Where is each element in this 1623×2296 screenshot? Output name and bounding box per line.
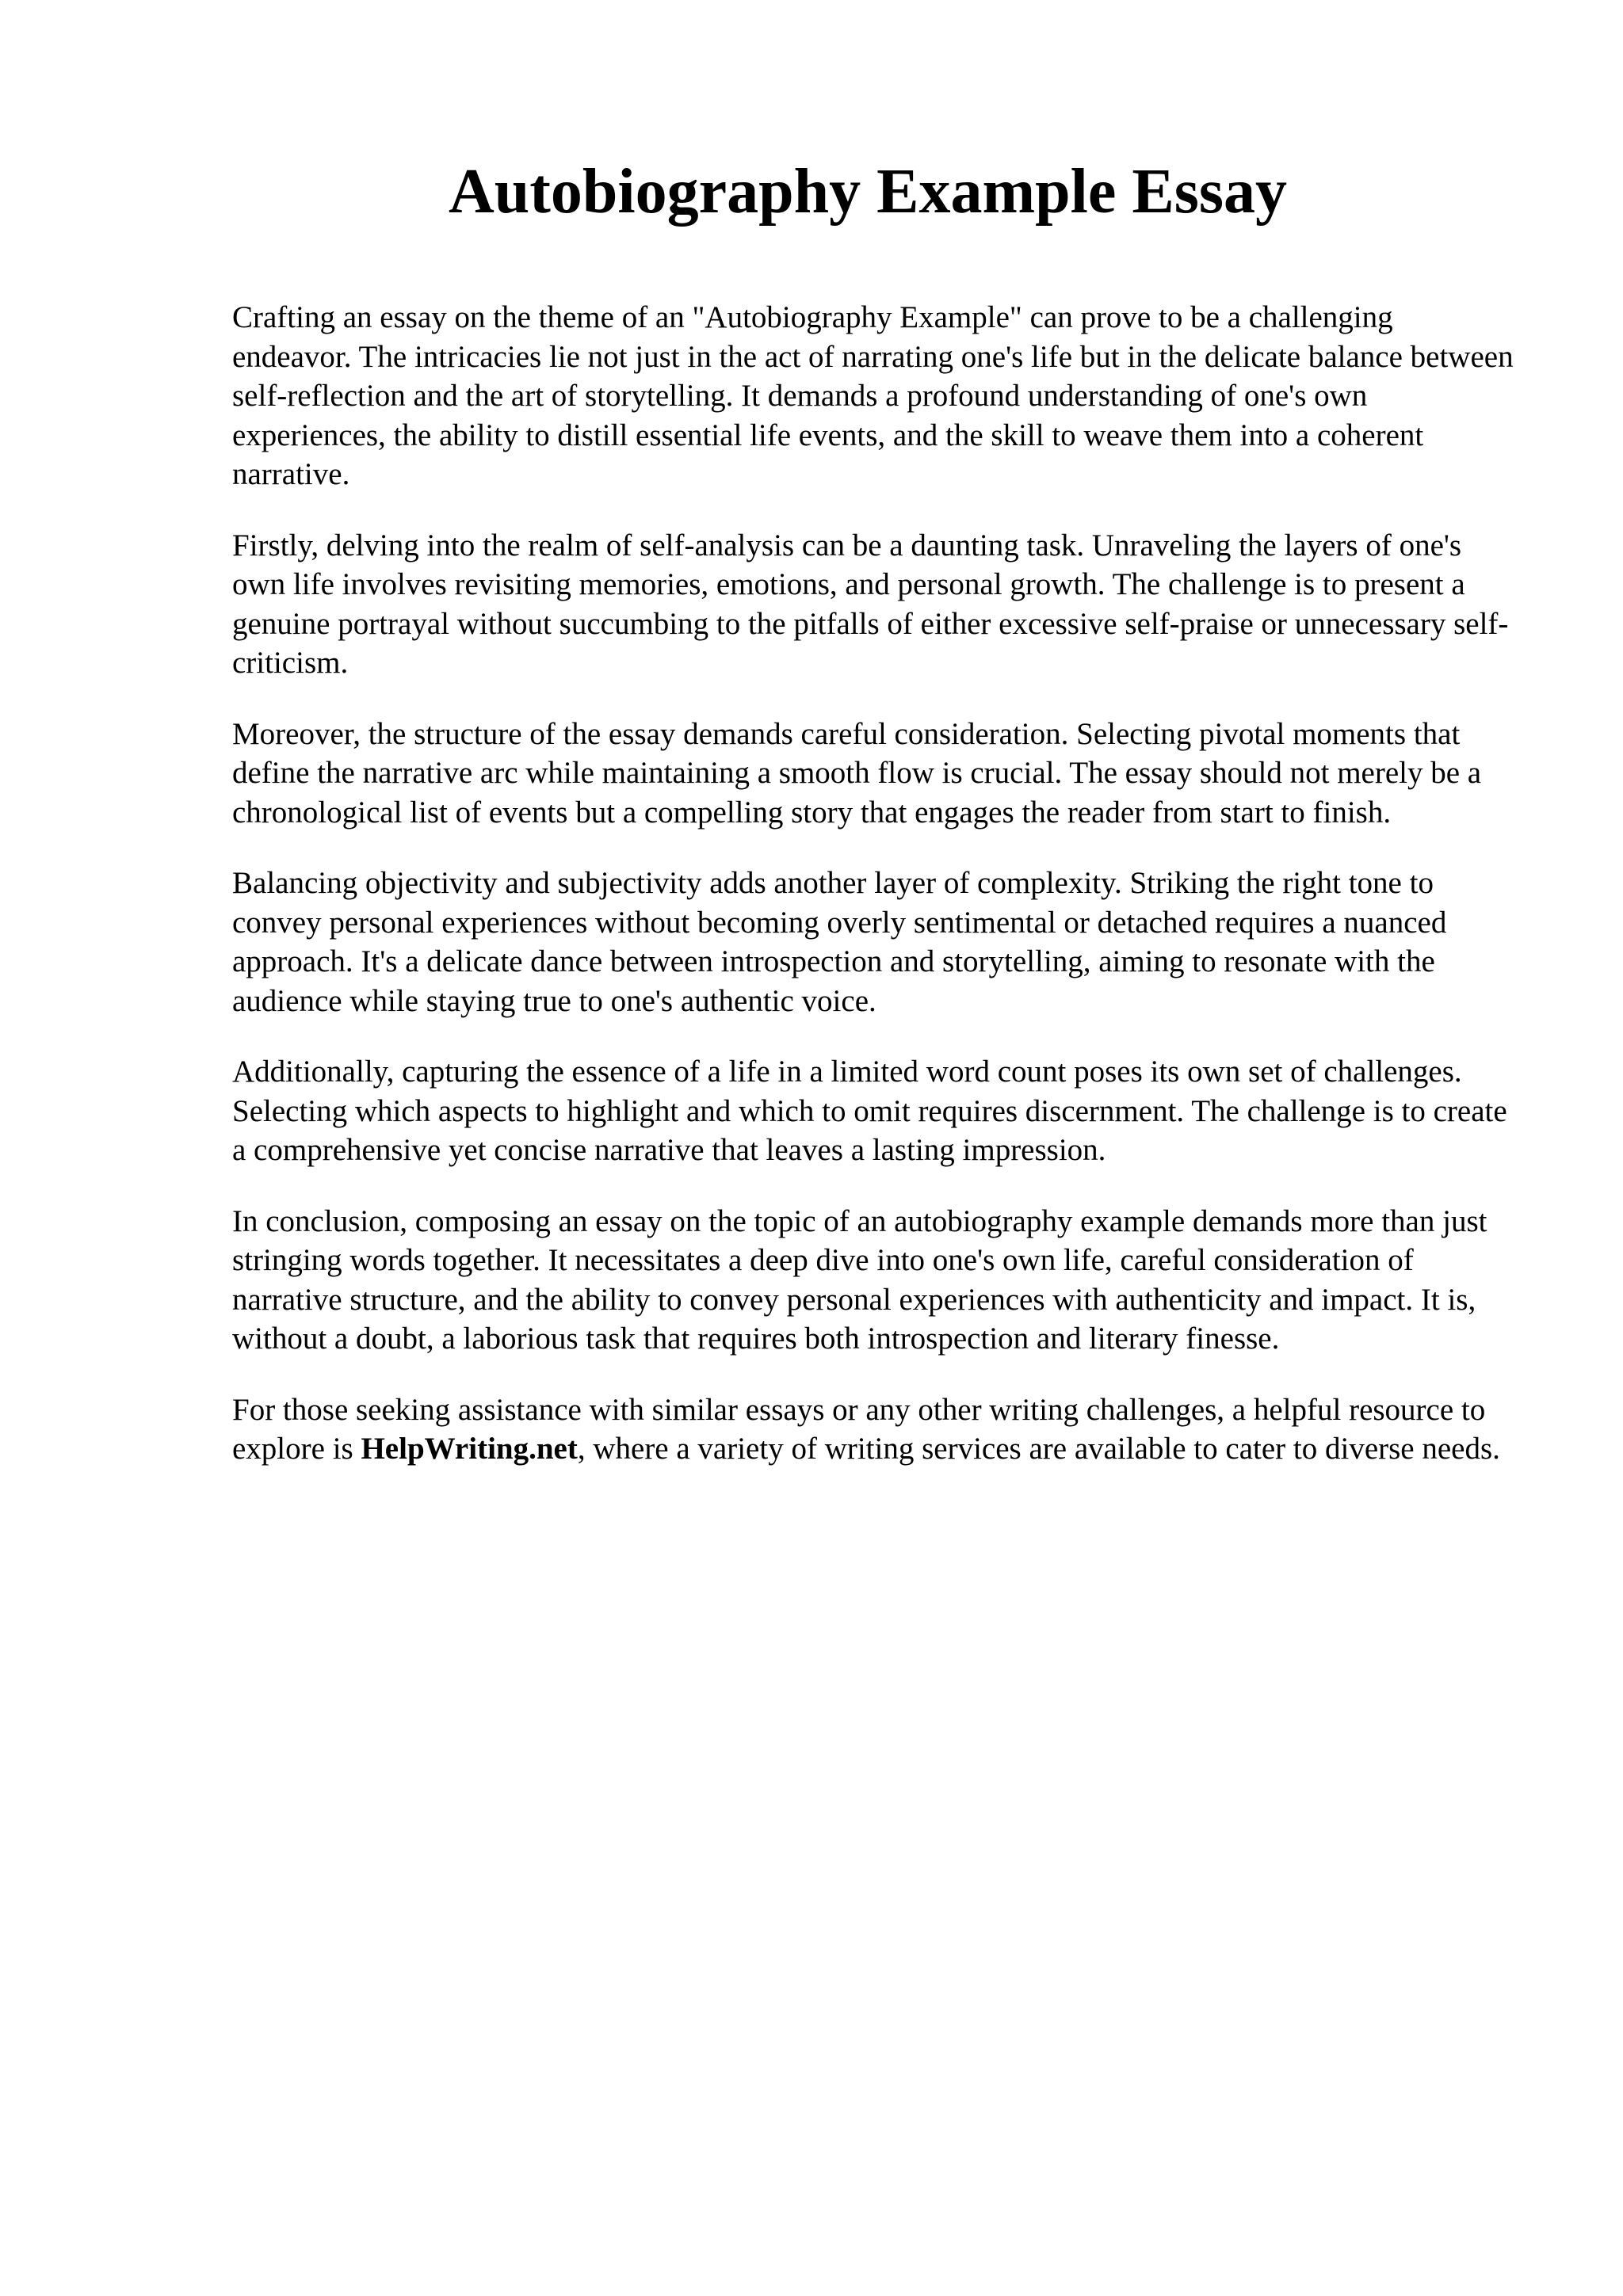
- paragraph-balance: Balancing objectivity and subjectivity adds another layer of complexity. Striking the right tone to convey personal experiences without becoming overly sentimental or detached requires a nuanced approach. It's a delicate dance between introspection and storytelling, aiming to resonate with the audience while staying true to one's authentic voice.: [232, 866, 1447, 1018]
- closing-text-after: , where a variety of writing services are available to cater to diverse needs.: [577, 1432, 1500, 1466]
- paragraph-structure: Moreover, the structure of the essay demands careful consideration. Selecting pivotal moments that define the narrative arc while maintaining a smooth flow is crucial. The essay should not merely be a chronological list of events but a compelling story that engages the reader from start to finish.: [232, 716, 1482, 830]
- essay-body: [232, 298, 1516, 1501]
- paragraph-self-analysis: Firstly, delving into the realm of self-analysis can be a daunting task. Unraveling the layers of one's own life involves revisiting memories, emotions, and personal growth. The challenge is to present a genuine portrayal without succumbing to the pitfalls of either excessive self-praise or unnecessary self-criticism.: [232, 528, 1509, 680]
- helpwriting-link[interactable]: HelpWriting.net: [361, 1432, 578, 1466]
- paragraph-intro: Crafting an essay on the theme of an "Autobiography Example" can prove to be a challenging endeavor. The intricacies lie not just in the act of narrating one's life but in the delicate balance between self-reflection and the art of storytelling. It demands a profound understanding of one's own experiences, the ability to distill essential life events, and the skill to weave them into a coherent narrative.: [232, 300, 1514, 491]
- page-title: Autobiography Example Essay: [449, 157, 1287, 227]
- paragraph-word-count: Additionally, capturing the essence of a life in a limited word count poses its own set of challenges. Selecting which aspects to highlight and which to omit requires discernment. The challenge is to create a comprehensive yet concise narrative that leaves a lasting impression.: [232, 1055, 1507, 1167]
- closing-text-before: For those seeking assistance with similar essays or any other writing challenges, a helpful resource to explore is: [232, 1392, 1486, 1466]
- paragraph-conclusion: In conclusion, composing an essay on the topic of an autobiography example demands more than just stringing words together. It necessitates a deep dive into one's own life, careful consideration of narrative structure, and the ability to convey personal experiences with authenticity and impact. It is, without a doubt, a laborious task that requires both introspection and literary finesse.: [232, 1203, 1487, 1356]
- paragraph-closing: [232, 1390, 1516, 1469]
